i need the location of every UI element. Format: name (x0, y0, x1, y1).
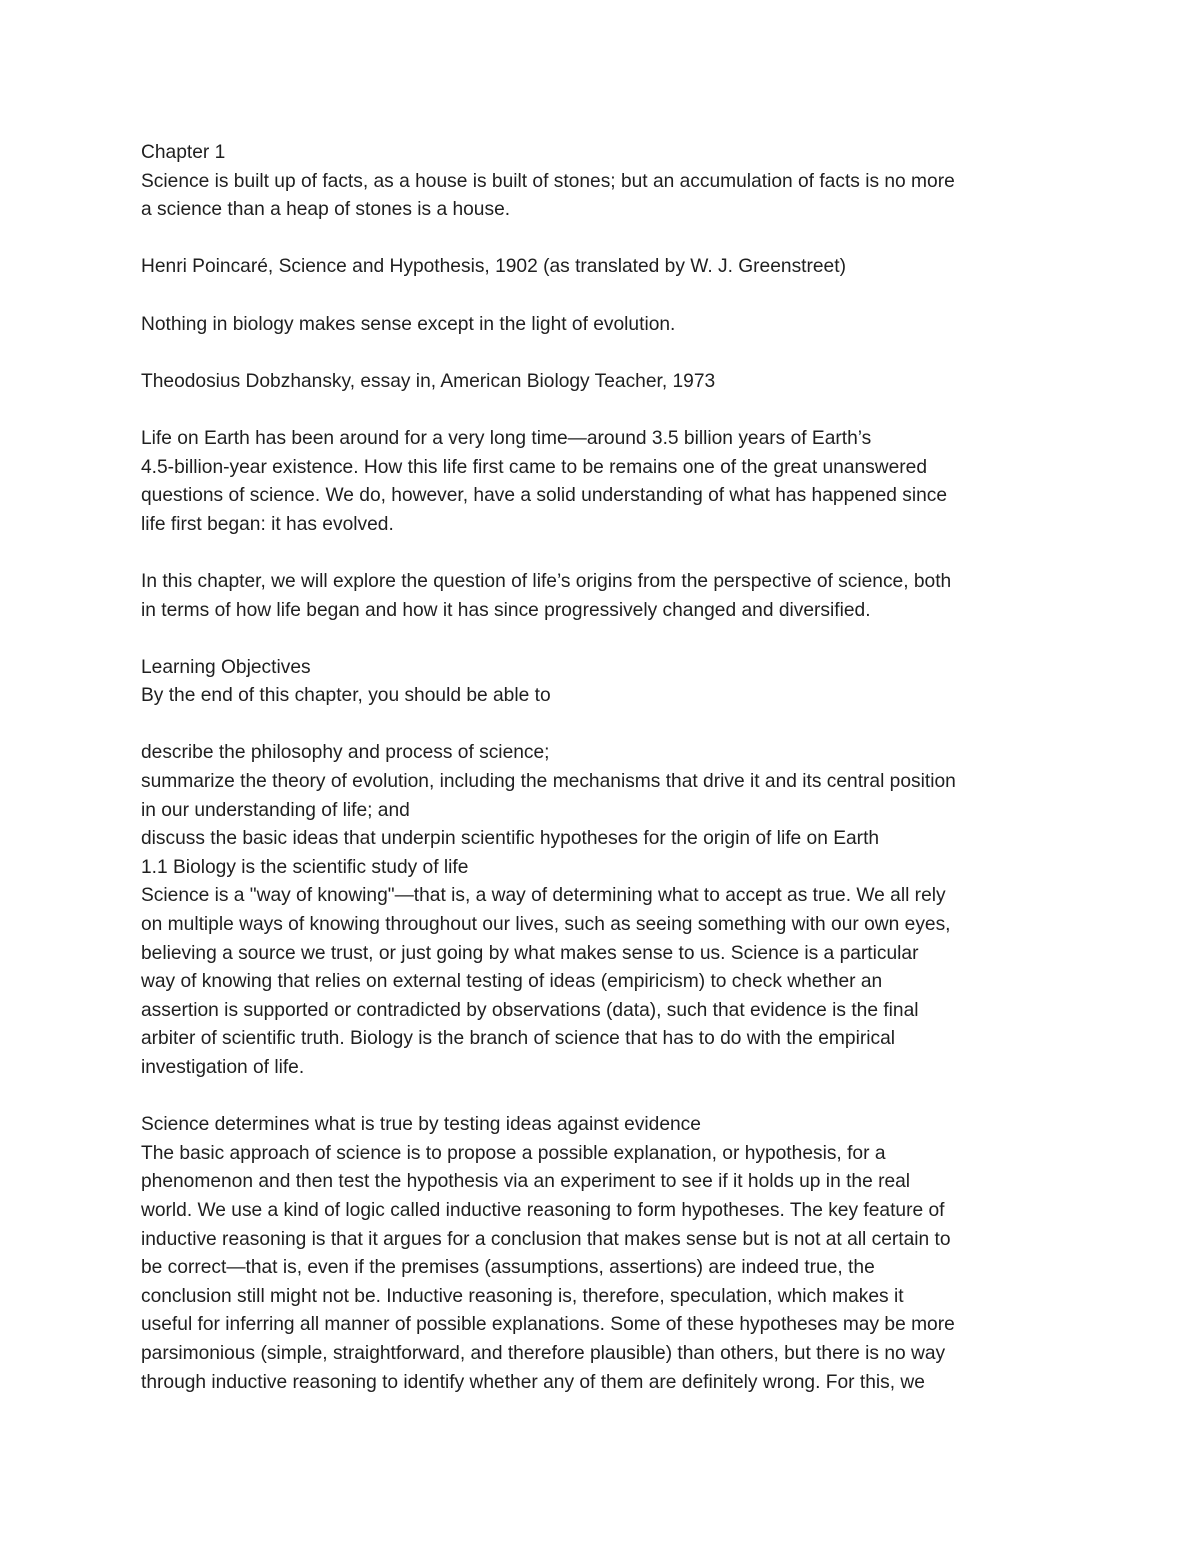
learning-objectives-list (141, 739, 1071, 853)
intro-paragraph (141, 425, 1071, 539)
paragraph-line: arbiter of scientific truth. Biology is the branch of science that has to do with the empirical (141, 1028, 896, 1050)
paragraph-line: in terms of how life began and how it has since progressively changed and diversified. (141, 599, 871, 621)
paragraph-line: inductive reasoning is that it argues for a conclusion that makes sense but is not at all certain to (141, 1228, 951, 1250)
epigraph-quote-dobzhansky: Nothing in biology makes sense except in the light of evolution. (141, 313, 676, 335)
paragraph-line: parsimonious (simple, straightforward, and therefore plausible) than others, but there is no way (141, 1342, 946, 1364)
list-item (141, 739, 1071, 768)
paragraph-line: Science is a "way of knowing"—that is, a way of determining what to accept as true. We all rely (141, 885, 946, 907)
section-heading: 1.1 Biology is the scientific study of life (141, 856, 469, 878)
list-item-line: in our understanding of life; and (141, 799, 410, 821)
paragraph-line: life first began: it has evolved. (141, 513, 394, 535)
epigraph-attribution-poincare: Henri Poincaré, Science and Hypothesis, 1902 (as translated by W. J. Greenstreet) (141, 256, 846, 278)
paragraph-line: In this chapter, we will explore the question of life’s origins from the perspective of science, both (141, 570, 952, 592)
chapter-heading: Chapter 1 (141, 142, 226, 163)
document-page (141, 139, 1071, 1397)
epigraph-quote-poincare (141, 168, 1071, 225)
paragraph-spacer (141, 339, 1071, 368)
epigraph-quote-line: Science is built up of facts, as a house is built of stones; but an accumulation of facts is no more (141, 170, 955, 192)
paragraph-spacer (141, 1083, 1071, 1112)
paragraph-line: The basic approach of science is to propose a possible explanation, or hypothesis, for a (141, 1142, 886, 1164)
learning-objectives-heading: Learning Objectives (141, 656, 311, 678)
paragraph-line: investigation of life. (141, 1057, 305, 1078)
paragraph-spacer (141, 396, 1071, 425)
paragraph-line: questions of science. We do, however, have a solid understanding of what has happened since (141, 485, 948, 507)
section-paragraph (141, 882, 1071, 1082)
paragraph-line: Life on Earth has been around for a very long time—around 3.5 billion years of Earth’s (141, 427, 872, 449)
epigraph-quote-line: a science than a heap of stones is a house. (141, 199, 511, 221)
subsection-paragraph (141, 1140, 1071, 1397)
subsection-heading: Science determines what is true by testing ideas against evidence (141, 1114, 701, 1136)
paragraph-line: conclusion still might not be. Inductive reasoning is, therefore, speculation, which makes it (141, 1285, 904, 1307)
paragraph-line: 4.5-billion-year existence. How this life first came to be remains one of the great unanswered (141, 456, 928, 478)
paragraph-line: phenomenon and then test the hypothesis via an experiment to see if it holds up in the real (141, 1171, 911, 1193)
paragraph-line: world. We use a kind of logic called inductive reasoning to form hypotheses. The key feature of (141, 1199, 945, 1221)
list-item-line: discuss the basic ideas that underpin scientific hypotheses for the origin of life on Earth (141, 828, 880, 850)
paragraph-line: useful for inferring all manner of possible explanations. Some of these hypotheses may be more (141, 1314, 955, 1336)
paragraph-line: on multiple ways of knowing throughout our lives, such as seeing something with our own eyes, (141, 914, 951, 936)
list-item-line: describe the philosophy and process of science; (141, 742, 550, 764)
paragraph-spacer (141, 225, 1071, 254)
paragraph-line: through inductive reasoning to identify whether any of them are definitely wrong. For this, we (141, 1371, 925, 1393)
paragraph-spacer (141, 282, 1071, 311)
paragraph-line: believing a source we trust, or just going by what makes sense to us. Science is a particular (141, 942, 919, 964)
list-item-line: summarize the theory of evolution, including the mechanisms that drive it and its central position (141, 771, 956, 793)
list-item (141, 768, 1071, 825)
intro-paragraph (141, 568, 1071, 625)
paragraph-line: be correct—that is, even if the premises (assumptions, assertions) are indeed true, the (141, 1257, 875, 1279)
list-item (141, 825, 1071, 854)
paragraph-line: assertion is supported or contradicted by observations (data), such that evidence is the final (141, 999, 919, 1021)
paragraph-line: way of knowing that relies on external testing of ideas (empiricism) to check whether an (141, 971, 883, 993)
paragraph-spacer (141, 711, 1071, 740)
paragraph-spacer (141, 625, 1071, 654)
epigraph-attribution-dobzhansky: Theodosius Dobzhansky, essay in, American Biology Teacher, 1973 (141, 370, 716, 392)
learning-objectives-lead-in: By the end of this chapter, you should be able to (141, 685, 551, 707)
paragraph-spacer (141, 539, 1071, 568)
